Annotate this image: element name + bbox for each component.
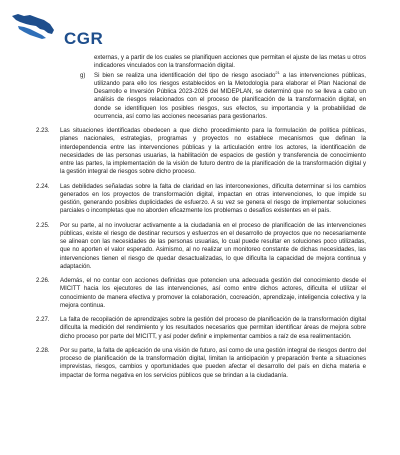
paragraph-number: 2.25. — [36, 221, 50, 229]
paragraph-number: 2.23. — [36, 127, 50, 134]
paragraph-number: 2.24. — [36, 182, 50, 190]
document-body — [36, 54, 366, 386]
paragraph-number: 2.26. — [36, 277, 50, 284]
paragraph-text: Las situaciones identificadas obedecen a que dicho procedimiento para la formulación de política públicas, planes nacionales, estrategias, programas y proyectos no establece mecanismos que definan la interdependencia entre las intervenciones públicas y la articulación entre los actores, la identificación de necesidades de las personas usuarias, la habilitación de espacios de gestión y transferencia de conocimiento entre las partes, la implementación de la visión de futuro dentro de la planificación de la transformación digital y la gestión integral de riesgos sobre dicho proceso. — [60, 127, 366, 176]
cgr-logo — [8, 8, 104, 48]
paragraph-2-24 — [36, 183, 366, 216]
list-item-label: g) — [80, 71, 86, 79]
logo-text: CGR — [64, 29, 104, 48]
list-item-g — [80, 69, 366, 122]
paragraph-text: Las debilidades señaladas sobre la falta de claridad en las interconexiones, dificulta determinar si los cambios generados en los proyectos de transformación digital, impactan en otras intervenciones, lo que impide su gestión, generando posibles duplicidades de esfuerzo. A su vez se genera el riesgo de implementar soluciones parciales o incompletas que no aborden eficazmente los problemas o desafíos existentes en el país. — [60, 182, 366, 215]
paragraph-2-28 — [36, 347, 366, 380]
paragraph-2-26 — [36, 277, 366, 310]
paragraph-2-25 — [36, 222, 366, 272]
paragraph-text: Además, el no contar con acciones definidas que potencien una adecuada gestión del conocimiento desde el MICITT hacia los ejecutores de las intervenciones, así como entre dichos actores, dificulta el utilizar el conocimiento de manera efectiva y promover la colaboración, cocreación, aprendizaje, inteligencia colectiva y la mejora continua. — [60, 277, 366, 309]
paragraph-text: Por su parte, al no involucrar activamente a la ciudadanía en el proceso de planificación de las intervenciones públicas, existe el riesgo de destinar recursos y esfuerzos en el desarrollo de proyectos que no necesariamente se alinean con las necesidades de las personas usuarias, lo cual puede resultar en soluciones poco utilizadas, que no aporten el valor esperado. Asimismo, al no realizar un monitoreo constante de dichas necesidades, las intervenciones tienen el riesgo de quedar desactualizadas, lo que dificulta la capacidad de mejora continua y adaptación. — [60, 221, 366, 270]
footnote-ref: 21 — [275, 69, 280, 75]
list-item-text: Si bien se realiza una identificación del tipo de riesgo asociado$^{21}$ a las intervenciones públicas, utilizando para ello los riesgos establecidos en la Metodología para elaborar el Plan Nacional de Desarrollo e Inversión Pública 2023-2026 del MIDEPLAN, se determinó que no se lleva a cabo un análisis de riesgos relacionados con el proceso de planificación de la transformación digital, en donde se identifiquen los posibles riesgos, sus efectos, su importancia y la probabilidad de ocurrencia, así como las acciones necesarias para gestionarlos. — [94, 69, 366, 120]
paragraph-number: 2.28. — [36, 346, 50, 354]
continuation-text: externas, y a partir de los cuales se planifiquen acciones que permitan el ajuste de las metas u otros indicadores vinculados con la transformación digital. — [94, 54, 366, 70]
paragraph-2-23 — [36, 127, 366, 177]
costa-rica-map-icon — [8, 8, 60, 44]
paragraph-2-27 — [36, 316, 366, 341]
paragraph-text: La falta de recopilación de aprendizajes sobre la gestión del proceso de planificación de la transformación digital dificulta la medición del rendimiento y los resultados necesarios que permitan identificar áreas de mejora sobre dicho proceso por parte del MICITT, y así poder definir e implementar cambios a raíz de esa realimentación. — [60, 316, 366, 340]
paragraph-text: Por su parte, la falta de aplicación de una visión de futuro, así como de una gestión integral de riesgos dentro del proceso de planificación de la transformación digital, limitan la anticipación y preparación frente a situaciones imprevistas, riesgos, cambios y oportunidades que pueden afectar el desarrollo del país en dicha materia e impactar de forma negativa en los servicios públicos que se brindan a la ciudadanía. — [60, 346, 366, 379]
paragraph-number: 2.27. — [36, 316, 50, 323]
